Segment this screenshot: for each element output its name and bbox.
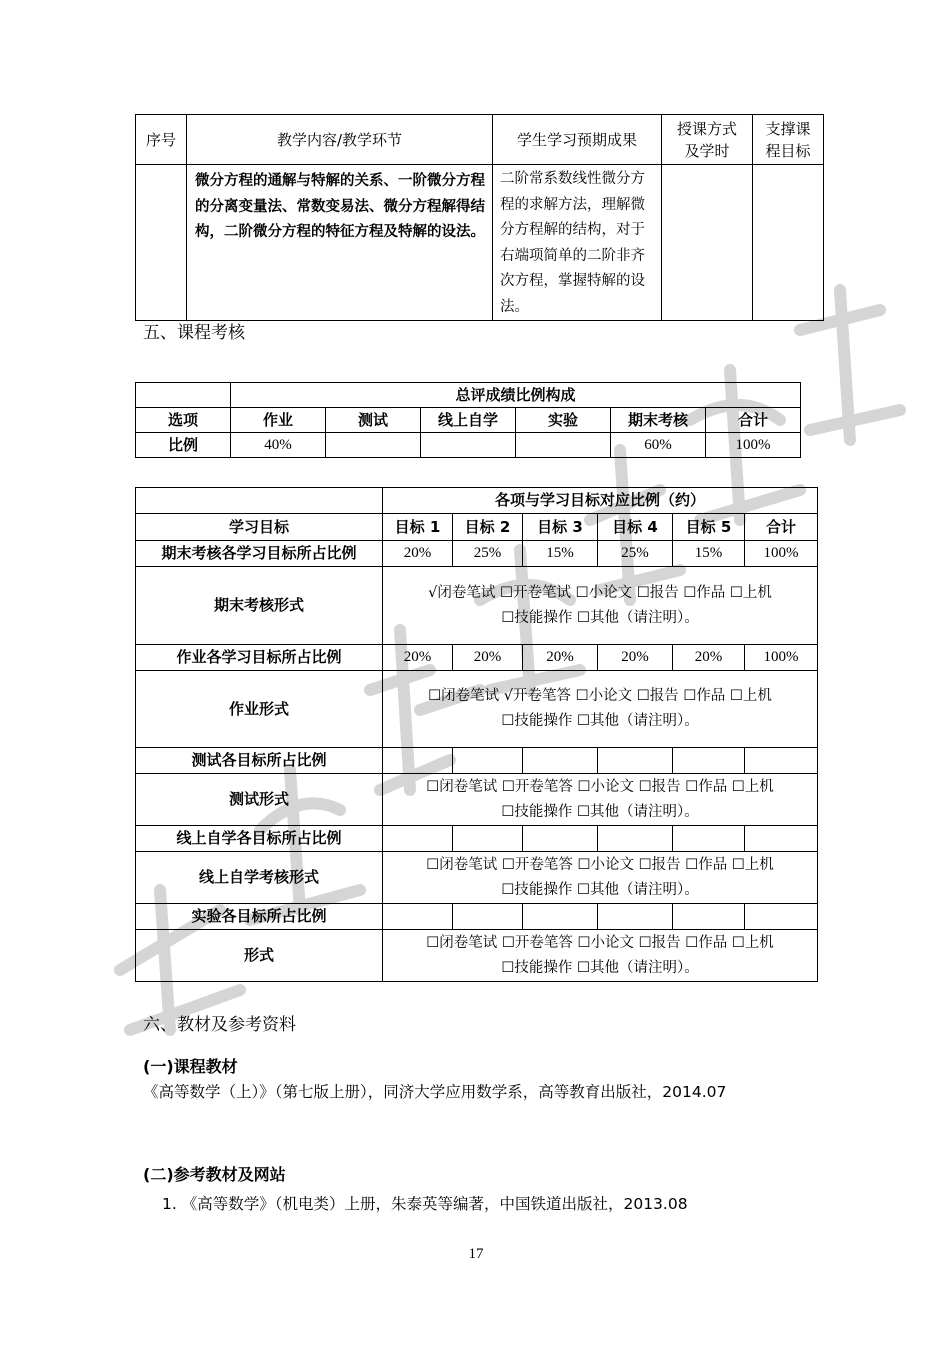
row-content: 微分方程的通解与特解的关系、一阶微分方程的分离变量法、常数变易法、微分方程解得结构，二阶微分方程的特征方程及特解的设法。 [187,165,493,321]
target-header: 目标 1 [383,514,453,541]
grade-corner [136,383,231,408]
online-ratio-cell [383,826,453,852]
section-6-title: 六、教材及参考资料 [143,1015,296,1035]
final-form-options [383,567,818,645]
hw-form-label: 作业形式 [136,671,383,748]
teaching-content-table [135,114,824,321]
grade-ratio [516,433,611,458]
grade-ratio: 100% [706,433,801,458]
final-form-line1: √闭卷笔试 ☐开卷笔试 ☐小论文 ☐报告 ☐作品 ☐上机 [428,584,772,601]
row-seq [136,165,187,321]
online-form-label: 线上自学考核形式 [136,852,383,904]
final-ratio-label: 期末考核各学习目标所占比例 [136,541,383,567]
target-header: 合计 [745,514,818,541]
target-label: 学习目标 [136,514,383,541]
header-seq: 序号 [136,115,187,165]
hw-form-line1: ☐闭卷笔试 √开卷笔答 ☐小论文 ☐报告 ☐作品 ☐上机 [428,688,772,704]
online-ratio-cell [598,826,673,852]
test-ratio-cell [745,748,818,774]
hw-ratio: 20% [673,645,745,671]
lab-ratio-label: 实验各目标所占比例 [136,904,383,930]
test-ratio-label: 测试各目标所占比例 [136,748,383,774]
target-table-title: 各项与学习目标对应比例（约） [383,488,818,514]
hw-ratio: 20% [523,645,598,671]
test-ratio-cell [598,748,673,774]
lab-form-options [383,930,818,982]
grade-item: 合计 [706,408,801,433]
grade-item: 作业 [231,408,326,433]
header-outcome: 学生学习预期成果 [493,115,662,165]
target-header: 目标 2 [453,514,523,541]
target-header: 目标 3 [523,514,598,541]
online-ratio-cell [453,826,523,852]
final-ratio: 25% [598,541,673,567]
final-form-line2: ☐技能操作 ☐其他（请注明）。 [501,609,699,626]
test-form-line2: ☐技能操作 ☐其他（请注明）。 [501,803,699,820]
test-ratio-cell [523,748,598,774]
grade-item: 线上自学 [421,408,516,433]
lab-ratio-cell [453,904,523,930]
grade-item: 测试 [326,408,421,433]
online-form-line1: ☐闭卷笔试 ☐开卷笔答 ☐小论文 ☐报告 ☐作品 ☐上机 [426,856,774,873]
lab-form-label: 形式 [136,930,383,982]
lab-form-line2: ☐技能操作 ☐其他（请注明）。 [501,959,699,976]
page-number: 17 [468,1246,484,1262]
header-content: 教学内容/教学环节 [187,115,493,165]
grade-item-label: 选项 [136,408,231,433]
textbook-heading: (一)课程教材 [143,1057,238,1076]
online-ratio-cell [523,826,598,852]
header-target: 支撑课程目标 [753,115,824,165]
lab-ratio-cell [745,904,818,930]
hw-form-line2: ☐技能操作 ☐其他（请注明）。 [501,713,699,729]
row-target [753,165,824,321]
online-form-line2: ☐技能操作 ☐其他（请注明）。 [501,881,699,898]
final-form-label: 期末考核形式 [136,567,383,645]
hw-ratio: 20% [598,645,673,671]
online-ratio-label: 线上自学各目标所占比例 [136,826,383,852]
header-method: 授课方式及学时 [662,115,753,165]
grade-ratio [421,433,516,458]
test-ratio-cell [383,748,453,774]
grade-ratio [326,433,421,458]
references-heading: (二)参考教材及网站 [143,1165,286,1184]
hw-ratio-label: 作业各学习目标所占比例 [136,645,383,671]
test-form-options [383,774,818,826]
hw-form-options [383,671,818,748]
target-header: 目标 4 [598,514,673,541]
grade-item: 实验 [516,408,611,433]
grade-table-title: 总评成绩比例构成 [231,383,801,408]
grade-ratio: 60% [611,433,706,458]
test-ratio-cell [453,748,523,774]
test-form-label: 测试形式 [136,774,383,826]
lab-form-line1: ☐闭卷笔试 ☐开卷笔答 ☐小论文 ☐报告 ☐作品 ☐上机 [426,934,774,951]
hw-ratio: 20% [453,645,523,671]
grade-item: 期末考核 [611,408,706,433]
grade-ratio: 40% [231,433,326,458]
row-method [662,165,753,321]
grade-ratio-label: 比例 [136,433,231,458]
target-corner [136,488,383,514]
test-form-line1: ☐闭卷笔试 ☐开卷笔答 ☐小论文 ☐报告 ☐作品 ☐上机 [426,778,774,795]
lab-ratio-cell [383,904,453,930]
lab-ratio-cell [523,904,598,930]
grade-composition-table [135,382,801,458]
final-ratio: 25% [453,541,523,567]
final-ratio: 100% [745,541,818,567]
textbook-text: 《高等数学（上）》（第七版上册），同济大学应用数学系，高等教育出版社，2014.07 [143,1083,727,1101]
section-5-title: 五、课程考核 [143,323,245,343]
lab-ratio-cell [673,904,745,930]
final-ratio: 15% [523,541,598,567]
final-ratio: 20% [383,541,453,567]
target-ratio-table [135,487,818,982]
final-ratio: 15% [673,541,745,567]
online-ratio-cell [673,826,745,852]
online-form-options [383,852,818,904]
hw-ratio: 100% [745,645,818,671]
row-outcome: 二阶常系数线性微分方程的求解方法，理解微分方程解的结构，对于右端项简单的二阶非齐次方程，掌握特解的设法。 [493,165,662,321]
online-ratio-cell [745,826,818,852]
lab-ratio-cell [598,904,673,930]
reference-item: 1. 《高等数学》（机电类）上册，朱泰英等编著，中国铁道出版社，2013.08 [162,1195,688,1213]
target-header: 目标 5 [673,514,745,541]
test-ratio-cell [673,748,745,774]
hw-ratio: 20% [383,645,453,671]
